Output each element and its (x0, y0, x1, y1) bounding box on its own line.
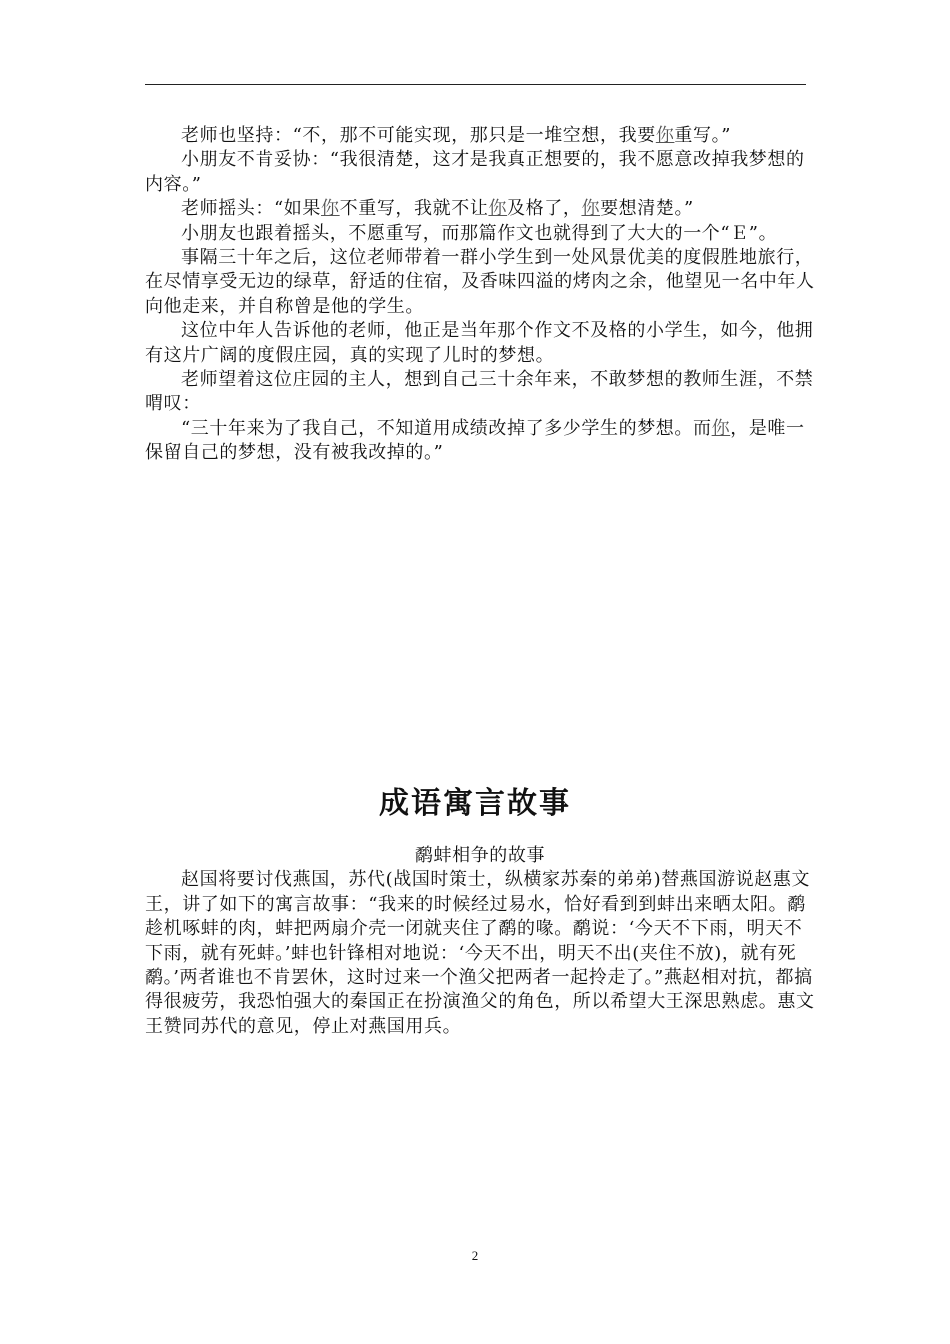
underlined-word: 你 (488, 198, 508, 220)
section-title: 成语寓言故事 (379, 786, 571, 821)
paragraph: 事隔三十年之后，这位老师带着一群小学生到一处风景优美的度假胜地旅行，在尽情享受无边的绿草，舒适的住宿，及香味四溢的烤肉之余，他望见一名中年人向他走来，并自称曾是他的学生。 (145, 247, 815, 317)
paragraph: 这位中年人告诉他的老师，他正是当年那个作文不及格的小学生，如今，他拥有这片广阔的度假庄园，真的实现了儿时的梦想。 (145, 320, 814, 366)
underlined-word: 你 (581, 198, 601, 220)
underlined-word: 你 (321, 198, 340, 220)
paragraph: 老师望着这位庄园的主人，想到自己三十余年来，不敢梦想的教师生涯，不禁喟叹： (145, 369, 814, 415)
underlined-word: 你 (711, 417, 731, 439)
page-number: 2 (471, 1248, 479, 1263)
story-text (145, 124, 815, 466)
paragraph: 小朋友不肯妥协：“我很清楚，这才是我真正想要的，我不愿意改掉我梦想的内容。” (145, 149, 805, 195)
paragraph: “三十年来为了我自己，不知道用成绩改掉了多少学生的梦想。而你，是唯一保留自己的梦想，没有被我改掉的。” (145, 417, 805, 464)
paragraph: 老师也坚持：“不，那不可能实现，那只是一堆空想，我要你重写。” (181, 125, 732, 146)
paragraph: 老师摇头：“如果你不重写，我就不让你及格了，你要想清楚。” (181, 198, 694, 220)
underlined-word: 你 (655, 125, 675, 146)
paragraph: 小朋友也跟着摇头，不愿重写，而那篇作文也就得到了大大的一个“Ｅ”。 (181, 222, 778, 244)
fable-subtitle: 鹬蚌相争的故事 (414, 845, 546, 866)
fable-text (145, 844, 815, 1039)
header-rule (145, 84, 806, 85)
fable-body: 赵国将要讨伐燕国，苏代(战国时策士，纵横家苏秦的弟弟)替燕国游说赵惠文王，讲了如下的寓言故事：“我来的时候经过易水，恰好看到到蚌出来晒太阳。鹬趁机啄蚌的肉，蚌把两扇介壳一闭就夹住了鹬的喙。鹬说：‘今天不下雨，明天不下雨，就有死蚌。’蚌也针锋相对地说：‘今天不出，明天不出(夹住不放)，就有死鹬。’两者谁也不肯罢休，这时过来一个渔父把两者一起拎走了。”燕赵相对抗，都搞得很疲劳，我恐怕强大的秦国正在扮演渔父的角色，所以希望大王深思熟虑。惠文王赞同苏代的意见，停止对燕国用兵。 (145, 869, 815, 1037)
